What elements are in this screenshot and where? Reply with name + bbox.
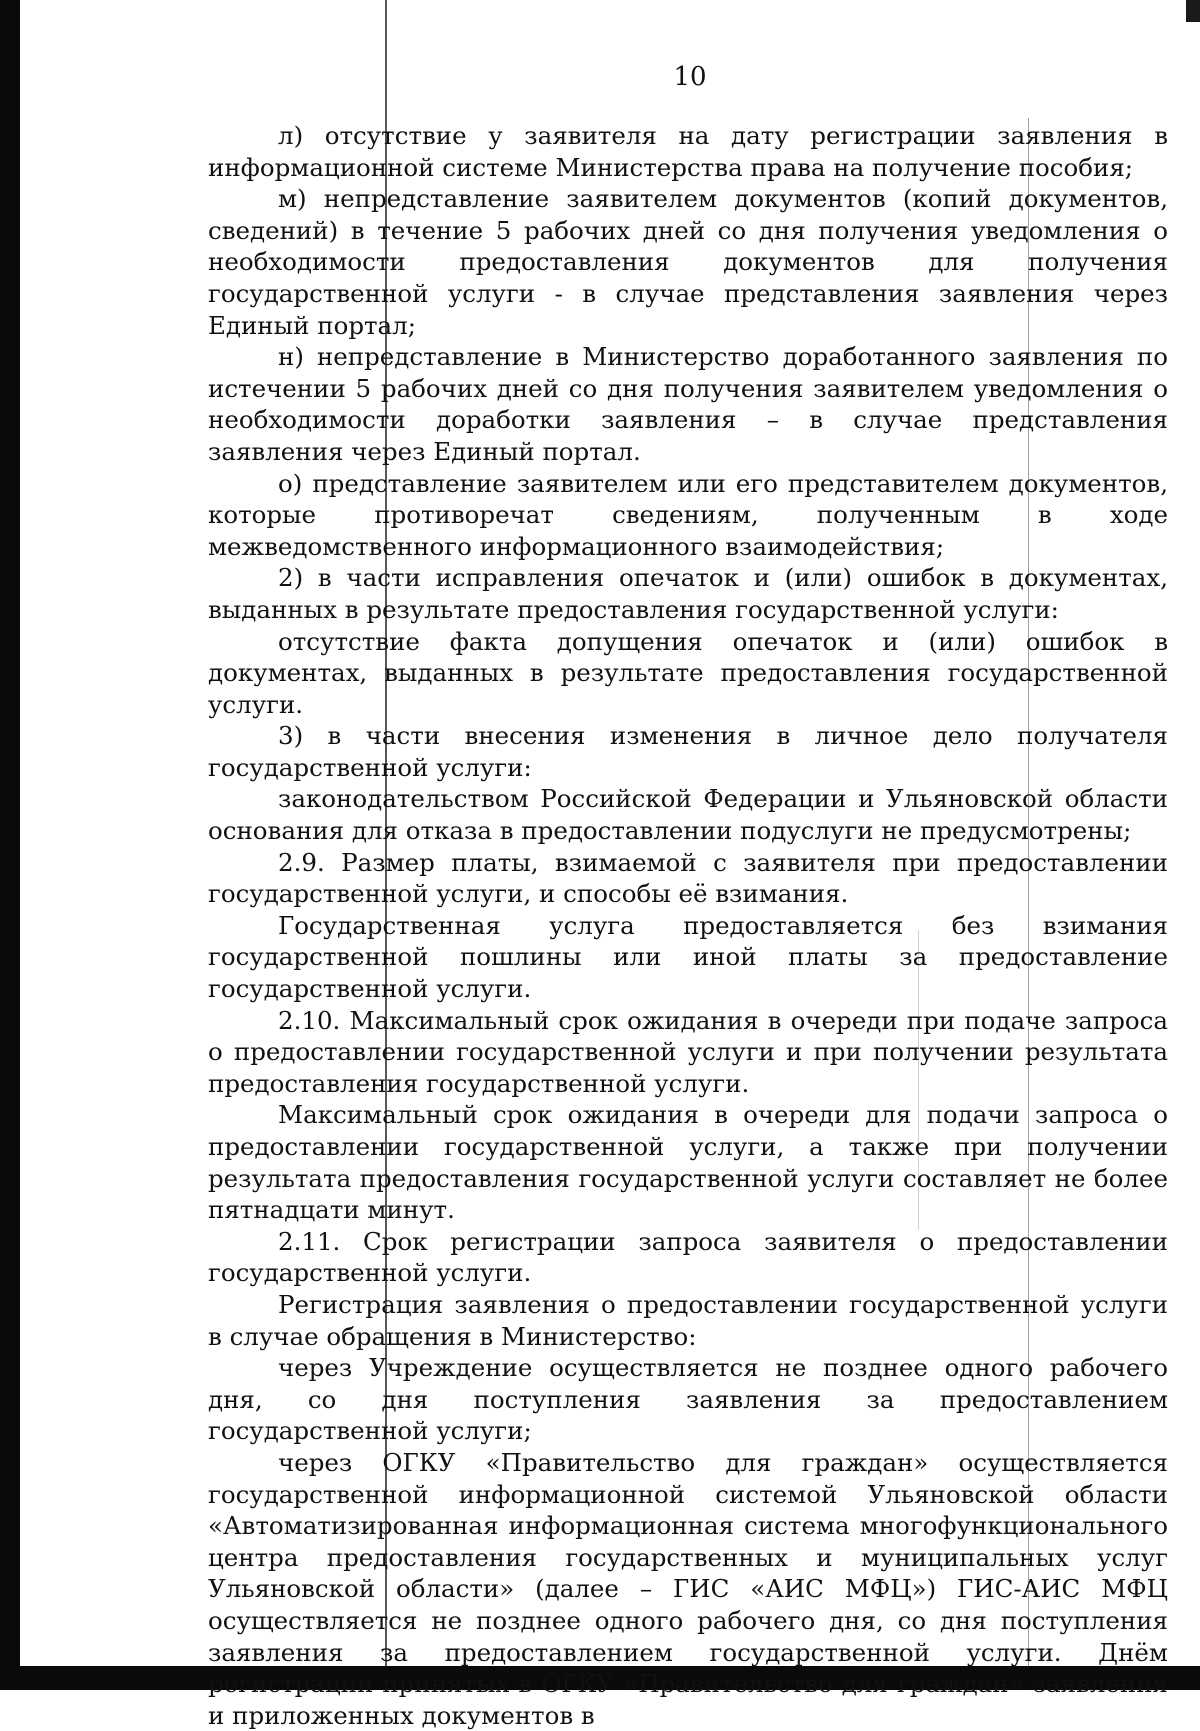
page-number: 10	[673, 62, 707, 92]
section-2-10-text: Максимальный срок ожидания в очереди для подачи запроса о предоставлении государственной услуги, а также при получении результата предоставления государственной услуги составляет не более пятнадцати минут.	[208, 1100, 1168, 1225]
paragraph-n: н) непредставление в Министерство доработанного заявления по истечении 5 рабочих дней со дня получения заявителем уведомления о необходимости доработки заявления – в случае представления заявления через Единый портал.	[208, 342, 1168, 466]
scan-corner-mark	[1186, 0, 1200, 22]
section-2-11-mfc: через ОГКУ «Правительство для граждан» осуществляется государственной информационной системой Ульяновской области «Автоматизированная информационная система многофункционального центра предоставления государственных и муниципальных услуг Ульяновской области» (далее – ГИС «АИС МФЦ») ГИС-АИС МФЦ осуществляется не позднее одного рабочего дня, со дня поступления заявления за предоставлением государственной услуги. Днём регистрации принятых в ОГКУ «Правительство для граждан» заявления и приложенных документов в	[208, 1447, 1168, 1730]
paragraph-item-2: 2) в части исправления опечаток и (или) ошибок в документах, выданных в результате предоставления государственной услуги:	[208, 563, 1168, 624]
paragraph-item-3-text: законодательством Российской Федерации и Ульяновской области основания для отказа в предоставлении подуслуги не предусмотрены;	[208, 784, 1168, 846]
section-2-9-heading: 2.9. Размер платы, взимаемой с заявителя при предоставлении государственной услуги, и способы её взимания.	[208, 847, 1168, 909]
section-2-11-heading: 2.11. Срок регистрации запроса заявителя о предоставлении государственной услуги.	[208, 1226, 1168, 1288]
section-2-11-text: Регистрация заявления о предоставлении государственной услуги в случае обращения в Министерство:	[208, 1289, 1168, 1351]
scan-left-border	[0, 0, 20, 1690]
paragraph-l: л) отсутствие у заявителя на дату регистрации заявления в информационной системе Министерства права на получение пособия;	[208, 121, 1168, 182]
section-2-10-heading: 2.10. Максимальный срок ожидания в очереди при подаче запроса о предоставлении государственной услуги и при получении результата предоставления государственной услуги.	[208, 1005, 1168, 1098]
paragraph-o: о) представление заявителем или его представителем документов, которые противоречат сведениям, полученным в ходе межведомственного информационного взаимодействия;	[208, 468, 1168, 561]
paragraph-m: м) непредставление заявителем документов (копий документов, сведений) в течение 5 рабочих дней со дня получения уведомления о необходимости предоставления документов для получения государственной услуги - в случае представления заявления через Единый портал;	[208, 184, 1168, 340]
section-2-11-institution: через Учреждение осуществляется не позднее одного рабочего дня, со дня поступления заявления за предоставлением государственной услуги;	[208, 1353, 1168, 1446]
paragraph-item-2-text: отсутствие факта допущения опечаток и (или) ошибок в документах, выданных в результате предоставления государственной услуги.	[208, 626, 1168, 719]
paragraph-item-3: 3) в части внесения изменения в личное дело получателя государственной услуги:	[208, 721, 1168, 782]
section-2-9-text: Государственная услуга предоставляется без взимания государственной пошлины или иной платы за предоставление государственной услуги.	[208, 910, 1168, 1004]
document-body	[208, 120, 1168, 1731]
